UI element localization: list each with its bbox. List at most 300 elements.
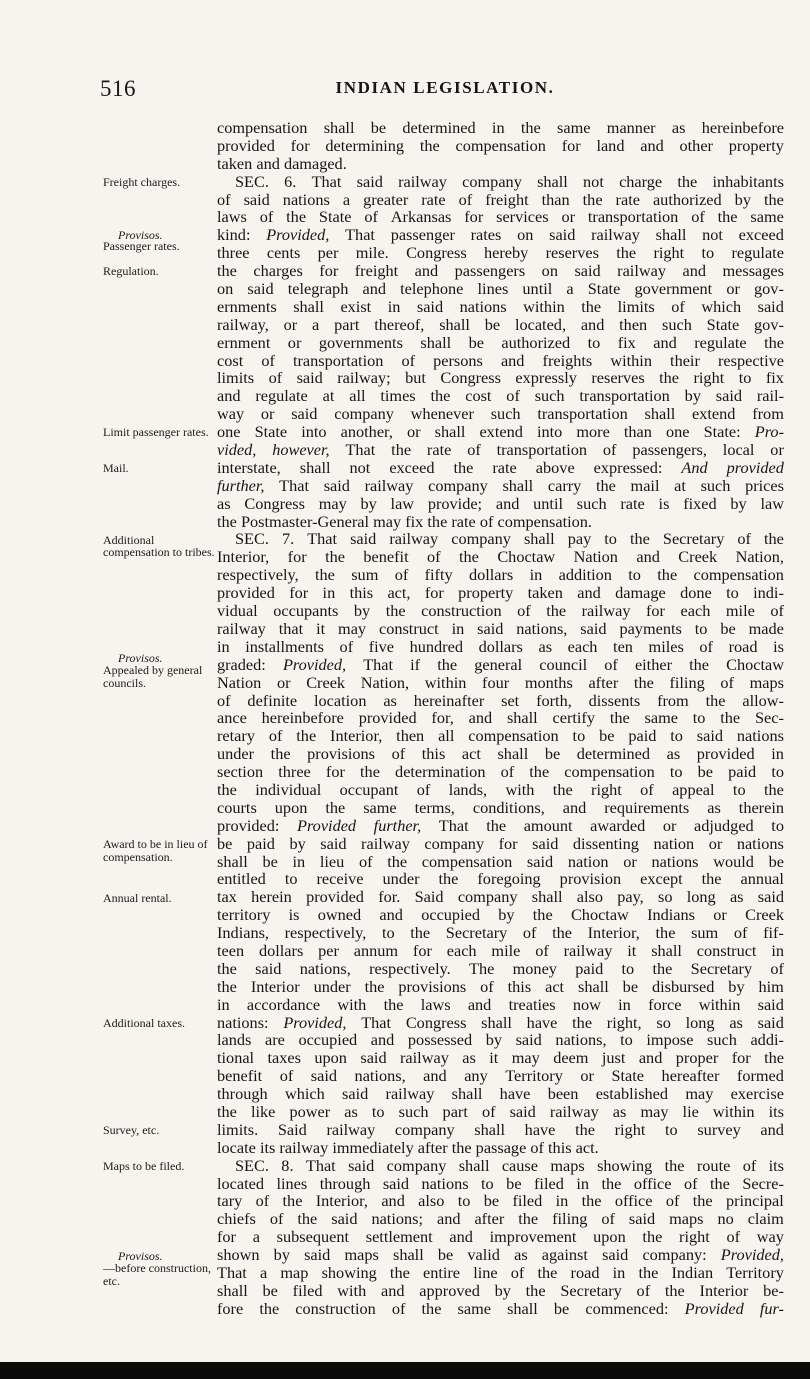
word: transportation (587, 207, 679, 227)
text-line (217, 1157, 784, 1175)
word: Provided, (266, 225, 330, 245)
text-line (217, 173, 784, 191)
word: may (318, 493, 347, 513)
text-line (217, 763, 784, 781)
word: to (771, 762, 784, 782)
word: and (577, 583, 601, 603)
word: limits (217, 368, 255, 388)
word: to (628, 565, 641, 585)
word: right (693, 368, 725, 388)
word: railway; (337, 368, 391, 388)
word: until (533, 493, 563, 513)
word: Secretary (560, 1280, 622, 1300)
word: That (361, 1012, 392, 1032)
word: commenced: (585, 1298, 669, 1318)
word: property (728, 135, 784, 155)
word: Interior (250, 976, 300, 996)
word: this (349, 583, 374, 603)
word: to (457, 1191, 471, 1211)
word: the (453, 457, 474, 477)
word: maps (550, 1155, 585, 1175)
margin-notes (0, 0, 220, 1379)
word: to (670, 726, 683, 746)
word: the (259, 1298, 280, 1318)
word: Indian (671, 1263, 714, 1282)
word: construction (295, 1298, 376, 1318)
word: to (381, 923, 395, 943)
margin-note: Limit passenger rates. (103, 425, 209, 440)
word: may (511, 1048, 540, 1068)
word: nations, (354, 1066, 406, 1086)
word: tional (217, 1048, 255, 1068)
word: shown (217, 1245, 260, 1265)
word: or (708, 833, 723, 853)
word: also (576, 887, 603, 907)
word: nations (736, 833, 784, 853)
word: the (421, 1298, 442, 1318)
word: for (325, 762, 345, 782)
word: respective (717, 350, 784, 370)
word: exceed (389, 457, 435, 477)
word: of (268, 726, 283, 746)
word: impose (646, 1030, 694, 1050)
word: to (604, 529, 617, 549)
word: shall (523, 529, 555, 549)
word: passenger (390, 225, 455, 245)
word: the (763, 779, 784, 799)
word: paid (246, 833, 275, 853)
word: for (464, 207, 484, 227)
word: the (270, 744, 291, 764)
word: located (217, 1173, 265, 1193)
word: compensation (468, 726, 559, 746)
word: terms, (414, 797, 455, 817)
word: within (523, 296, 565, 316)
word: rate (451, 511, 476, 531)
word: extend (479, 422, 523, 442)
text-line (217, 316, 784, 334)
word: passengers (454, 261, 526, 281)
word: of (665, 1191, 680, 1211)
word: construct (378, 618, 439, 638)
word: by (360, 493, 377, 513)
word: rate (421, 189, 446, 209)
word: nations (651, 851, 699, 871)
word: nations, (516, 618, 568, 638)
word: or (287, 332, 302, 352)
word: be (468, 332, 484, 352)
word: with (337, 1280, 367, 1300)
word: sum (351, 565, 379, 585)
word: compensation (564, 762, 655, 782)
word: the (659, 368, 680, 388)
word: That (311, 171, 342, 191)
word: and (468, 708, 493, 728)
word: ernment (217, 332, 271, 352)
word: mile (491, 940, 521, 960)
word: the (217, 261, 237, 281)
word: SEC. (235, 171, 269, 191)
word: said (310, 1066, 338, 1086)
word: the (217, 779, 237, 799)
word: may (338, 618, 367, 638)
word: awarded (590, 815, 646, 835)
word: immediately (332, 1137, 414, 1157)
word: shall (578, 976, 609, 996)
word: said (757, 887, 784, 907)
word: property (458, 583, 514, 603)
margin-note: Survey, etc. (103, 1123, 160, 1138)
word: the (360, 762, 380, 782)
word: the (609, 708, 630, 728)
text-line (217, 924, 784, 942)
word: for (287, 547, 307, 567)
word: cents (266, 243, 301, 263)
text-line (217, 674, 784, 692)
word: said (356, 171, 383, 191)
word: said (526, 851, 554, 871)
text-line (217, 513, 784, 531)
word: persons (433, 350, 483, 370)
word: the (657, 565, 678, 585)
word: its (768, 1101, 784, 1121)
word: of (358, 851, 373, 871)
word: construct (696, 940, 757, 960)
word: than (623, 422, 652, 442)
word: in (217, 994, 230, 1014)
word: right, (606, 1012, 642, 1032)
word: compensation (217, 118, 308, 137)
word: freight (354, 261, 399, 281)
word: and (449, 1227, 473, 1247)
word: Territory (726, 1263, 784, 1282)
word: force (648, 994, 682, 1014)
word: be (437, 1245, 454, 1265)
word: provide; (427, 493, 483, 513)
word: the (437, 654, 458, 674)
word: said (350, 529, 377, 549)
word: the (430, 386, 451, 406)
word: in (292, 851, 306, 871)
word: vidual (217, 601, 258, 621)
word: of (522, 923, 537, 943)
word: at (322, 386, 335, 406)
word: and (638, 1048, 663, 1068)
word: compensation. (497, 511, 592, 531)
word: company (462, 171, 522, 191)
word: said (331, 1209, 358, 1229)
word: 7. (281, 529, 295, 549)
word: and (414, 261, 439, 281)
word: That (345, 440, 376, 460)
word: graded: (217, 654, 266, 674)
text-line (217, 853, 784, 871)
word: as (344, 1101, 358, 1121)
word: hundred (409, 636, 463, 656)
word: in (387, 296, 401, 316)
word: occupants (273, 601, 339, 621)
word: said (757, 994, 784, 1014)
word: railway (581, 601, 631, 621)
word: be (483, 1191, 500, 1211)
word: nations (736, 726, 784, 746)
word: ernments (217, 296, 277, 316)
word: of (364, 207, 378, 227)
word: tax (217, 887, 237, 907)
text-line (217, 280, 784, 298)
word: the (282, 1191, 303, 1211)
word: filing (669, 672, 705, 692)
word: the (701, 869, 722, 889)
word: Creek (306, 672, 346, 692)
word: the (391, 440, 412, 460)
word: hereby (483, 243, 529, 263)
word: mile (725, 601, 755, 621)
word: Secre- (742, 1173, 784, 1193)
word: said (320, 833, 347, 853)
word: under (382, 869, 420, 889)
word: determination (395, 762, 486, 782)
word: as (729, 887, 744, 907)
word: said (342, 1084, 369, 1104)
text-line (217, 745, 784, 763)
word: And (681, 457, 708, 477)
word: on (217, 279, 234, 299)
word: chiefs (217, 1209, 256, 1229)
word: shall (497, 744, 529, 764)
word: fixed (683, 493, 717, 513)
word: individual (255, 779, 322, 799)
word: from (752, 404, 784, 424)
word: the (520, 118, 541, 137)
word: Secretary (662, 529, 725, 549)
word: and (500, 350, 525, 370)
word: claim (747, 1209, 784, 1229)
word: vided, (217, 440, 257, 460)
text-line (217, 334, 784, 352)
word: forth, (536, 690, 572, 710)
word: to (481, 1173, 494, 1193)
word: after (474, 1209, 505, 1229)
margin-note: Freight charges. (103, 174, 181, 189)
word: regulate (694, 332, 747, 352)
word: months (524, 672, 573, 692)
word: in (451, 618, 465, 638)
word: one (666, 422, 690, 442)
text-line (217, 1175, 784, 1193)
word: hereinbefore (261, 708, 344, 728)
margin-note: Maps to be filed. (103, 1159, 185, 1174)
word: same (557, 118, 591, 137)
word: of (742, 1155, 757, 1175)
word: government (634, 279, 713, 299)
word: the (427, 511, 448, 531)
word: to (732, 779, 746, 799)
word: for (319, 261, 339, 281)
word: maps (669, 1209, 704, 1229)
word: railway (549, 1101, 599, 1121)
word: provided (217, 583, 275, 603)
word: Indians (647, 905, 696, 925)
word: as (514, 1245, 528, 1265)
text-line (217, 423, 784, 441)
word: may (373, 511, 402, 531)
word: principal (725, 1191, 784, 1211)
word: transportation (292, 350, 384, 370)
word: in (771, 744, 784, 764)
word: the (552, 779, 573, 799)
word: within (610, 350, 652, 370)
word: upon (593, 1227, 626, 1247)
word: said (509, 1101, 536, 1121)
word: Congress (244, 493, 305, 513)
word: extend (692, 404, 736, 424)
word: it (627, 940, 637, 960)
word: however, (272, 440, 330, 460)
word: mail (630, 475, 660, 495)
word: That (305, 1155, 336, 1175)
text-line (217, 208, 784, 226)
text-line (217, 298, 784, 316)
word: nations (282, 189, 330, 209)
word: way (217, 404, 245, 424)
word: to (621, 958, 635, 978)
word: damage (615, 583, 666, 603)
word: for (498, 833, 518, 853)
word: nations: (217, 1012, 269, 1032)
word: services (496, 207, 549, 227)
word: in (217, 636, 230, 656)
word: this (421, 744, 446, 764)
word: the (763, 189, 784, 209)
word: a (252, 1227, 260, 1247)
word: approved (419, 1280, 480, 1300)
text-line (217, 1067, 784, 1085)
text-line (217, 262, 784, 280)
word: kind: (217, 225, 251, 245)
word: general (474, 654, 523, 674)
text-line (217, 226, 784, 244)
word: by (498, 905, 515, 925)
word: the (325, 547, 345, 567)
word: for (731, 1048, 751, 1068)
word: cost (465, 386, 492, 406)
word: into (536, 422, 563, 442)
word: the (364, 976, 385, 996)
word: such (707, 1030, 737, 1050)
word: within (712, 1101, 755, 1121)
word: act, (387, 583, 411, 603)
text-line (217, 1085, 784, 1103)
word: shall (293, 296, 324, 316)
word: respectively, (284, 923, 367, 943)
word: by (730, 493, 747, 513)
text-line (217, 244, 784, 262)
word: company: (642, 1245, 707, 1265)
word: the (217, 976, 237, 996)
word: authorized (501, 332, 571, 352)
word: definite (247, 690, 298, 710)
word: charges (253, 261, 303, 281)
running-title: INDIAN LEGISLATION. (335, 78, 555, 97)
word: of (259, 207, 274, 227)
word: which (284, 1084, 325, 1104)
word: said (757, 1012, 784, 1032)
text-line (217, 906, 784, 924)
word: provided: (217, 815, 280, 835)
text-line (217, 709, 784, 727)
word: expressed: (593, 457, 663, 477)
text-line (217, 584, 784, 602)
text-line (217, 495, 784, 513)
word: and (636, 547, 660, 567)
word: and (760, 1119, 784, 1139)
word: pay (567, 529, 592, 549)
word: to (284, 869, 298, 889)
word: rail- (756, 386, 784, 406)
word: provided (217, 135, 275, 155)
word: the (546, 601, 567, 621)
word: shall (323, 118, 355, 137)
word: each (567, 636, 598, 656)
word: by (728, 976, 745, 996)
word: Secretary (690, 958, 753, 978)
word: of (479, 511, 494, 531)
scan-edge-bar (0, 1362, 810, 1379)
word: of (481, 1101, 496, 1121)
word: rate (492, 457, 517, 477)
word: payments (619, 618, 682, 638)
word: for (646, 601, 665, 621)
word: the (572, 1012, 593, 1032)
word: teen (217, 940, 245, 960)
word: herein (251, 887, 292, 907)
word: company (386, 1155, 447, 1175)
margin-note: Provisos. (118, 1248, 163, 1263)
word: passengers, (632, 440, 707, 460)
word: and (381, 1191, 405, 1211)
word: the (652, 958, 673, 978)
word: said (382, 1173, 410, 1193)
text-line (217, 1049, 784, 1067)
word: this (507, 976, 532, 996)
word: inhabitants (712, 171, 784, 191)
word: to (738, 368, 752, 388)
word: filing (552, 1209, 588, 1229)
word: through (319, 1173, 371, 1193)
word: of (255, 1191, 270, 1211)
word: of (391, 1298, 406, 1318)
word: Secretary (445, 923, 508, 943)
text-line (217, 477, 784, 495)
word: may (640, 1101, 669, 1121)
word: railway (385, 1084, 435, 1104)
word: done (680, 583, 712, 603)
word: the (529, 762, 550, 782)
word: Congress (405, 1012, 467, 1032)
text-line (217, 888, 784, 906)
word: railway (398, 171, 447, 191)
word: of (401, 350, 416, 370)
word: said (574, 261, 601, 281)
word: have (524, 1119, 556, 1139)
word: filed (512, 1191, 543, 1211)
word: fifty (424, 565, 453, 585)
word: said (247, 279, 274, 299)
word: part (334, 314, 360, 334)
word: like (250, 1101, 276, 1121)
text-line (217, 155, 784, 173)
